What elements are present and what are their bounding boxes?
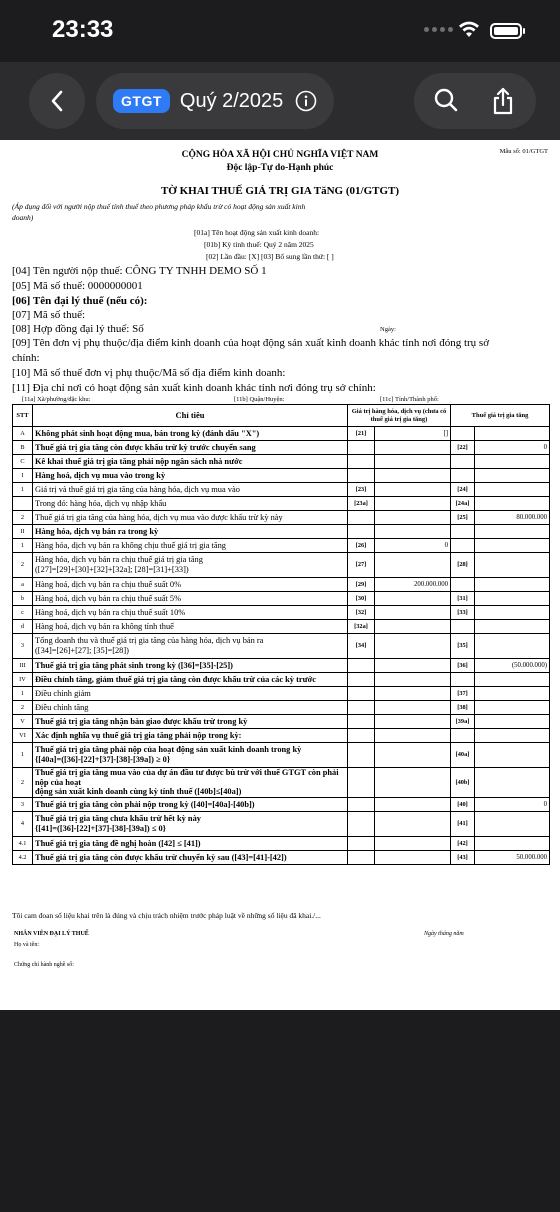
table-row (13, 511, 550, 525)
row-code-vat (451, 620, 475, 634)
row-value-goods (375, 687, 451, 701)
row-value-goods (375, 553, 451, 578)
row-description (33, 427, 348, 441)
row-stt: II (13, 525, 33, 539)
row-value-goods (375, 659, 451, 673)
field-09-line1: [09] Tên đơn vị phụ thuộc/địa điểm kinh doanh của hoạt động sản xuất kinh doanh khác tỉnh nơi đóng trụ sở (12, 337, 490, 349)
row-value-goods (375, 836, 451, 850)
row-description (33, 592, 348, 606)
row-value-goods (375, 811, 451, 836)
table-row (13, 729, 550, 743)
row-code-vat (451, 539, 475, 553)
row-value-vat (475, 743, 550, 768)
field-01a: [01a] Tên hoạt động sản xuất kinh doanh: (194, 228, 320, 237)
row-code-vat: [22] (451, 441, 475, 455)
header-vat: Thuế giá trị gia tăng (451, 405, 550, 427)
row-description (33, 687, 348, 701)
row-stt: I (13, 469, 33, 483)
row-code-vat (451, 455, 475, 469)
row-stt: 1 (13, 539, 33, 553)
row-stt: B (13, 441, 33, 455)
row-code-vat: [35] (451, 634, 475, 659)
table-row (13, 673, 550, 687)
field-11: [11] Địa chỉ nơi có hoạt động sản xuất kinh doanh khác tỉnh nơi đóng trụ sở chính: (12, 382, 376, 394)
field-02-03: [02] Lần đầu: [X] [03] Bổ sung lần thứ: [ ] (206, 252, 334, 261)
row-description-line1: Thuế giá trị gia tăng còn phải nộp trong kỳ ([40]=[40a]-[40b]) (35, 799, 255, 809)
row-description (33, 715, 348, 729)
table-row (13, 701, 550, 715)
field-08: [08] Hợp đồng đại lý thuế: Số (12, 323, 144, 335)
table-row (13, 743, 550, 768)
row-description-line1: Thuế giá trị gia tăng chưa khấu trừ hết kỳ này (35, 814, 201, 824)
table-row (13, 811, 550, 836)
tax-declaration-table (12, 404, 550, 865)
cellular-signal-icon (424, 27, 453, 32)
table-row (13, 850, 550, 864)
row-description-line1: Điều chỉnh giảm (35, 688, 91, 698)
row-code-vat (451, 578, 475, 592)
row-description-line2: động sản xuất kinh doanh cùng kỳ tính thuế ([40b]≤[40a]) (35, 787, 242, 797)
row-description-line1: Xác định nghĩa vụ thuế giá trị gia tăng phải nộp trong kỳ: (35, 730, 242, 740)
date-label: Ngày tháng năm (424, 931, 464, 937)
row-description-line1: Hàng hoá, dịch vụ bán ra chịu thuế suất 5% (35, 593, 182, 603)
row-description (33, 836, 348, 850)
share-icon[interactable] (490, 86, 516, 116)
row-code-vat: [37] (451, 687, 475, 701)
table-row (13, 539, 550, 553)
row-code-goods (348, 511, 375, 525)
row-description (33, 729, 348, 743)
certificate-label: Chứng chỉ hành nghề số: (14, 962, 74, 968)
row-description (33, 701, 348, 715)
row-description (33, 797, 348, 811)
name-label: Họ và tên: (14, 942, 39, 948)
field-11c: [11c] Tỉnh/Thành phố: (380, 396, 439, 403)
row-value-goods (375, 525, 451, 539)
table-row (13, 836, 550, 850)
row-description-line1: Hàng hoá, dịch vụ mua vào trong kỳ (35, 470, 166, 480)
row-code-goods (348, 659, 375, 673)
field-04: [04] Tên người nộp thuế: CÔNG TY TNHH DEMO SỐ 1 (12, 265, 267, 277)
row-description-line2: ([27]=[29]+[30]+[32]+[32a]; [28]=[31]+[33]) (35, 565, 189, 574)
row-stt (13, 497, 33, 511)
row-code-goods (348, 455, 375, 469)
table-row (13, 497, 550, 511)
table-row (13, 687, 550, 701)
row-value-vat (475, 687, 550, 701)
document-title-pill[interactable] (96, 73, 334, 129)
row-description-line1: Kê khai thuế giá trị gia tăng phải nộp ngân sách nhà nước (35, 456, 243, 466)
row-code-vat: [28] (451, 553, 475, 578)
row-value-vat: 0 (475, 797, 550, 811)
row-code-vat: [31] (451, 592, 475, 606)
table-row (13, 606, 550, 620)
row-stt: 4 (13, 811, 33, 836)
row-code-vat (451, 673, 475, 687)
status-bar (0, 0, 560, 62)
row-code-goods: [23] (348, 483, 375, 497)
row-stt: 1 (13, 483, 33, 497)
row-stt: C (13, 455, 33, 469)
row-value-goods (375, 511, 451, 525)
table-row (13, 634, 550, 659)
header-stt: STT (13, 405, 33, 427)
form-title: TỜ KHAI THUẾ GIÁ TRỊ GIA TăNG (01/GTGT) (160, 185, 400, 197)
row-code-vat (451, 525, 475, 539)
row-stt: 2 (13, 553, 33, 578)
row-description-line1: Hàng hoá, dịch vụ bán ra chịu thuế suất 10% (35, 607, 186, 617)
row-description-line1: Trong đó: hàng hóa, dịch vụ nhập khẩu (35, 498, 167, 508)
row-description (33, 539, 348, 553)
row-description-line1: Điều chỉnh tăng (35, 702, 89, 712)
row-stt: 3 (13, 634, 33, 659)
form-subtitle-line2: doanh) (12, 213, 34, 222)
row-value-goods: 200.000.000 (375, 578, 451, 592)
table-row (13, 578, 550, 592)
row-code-goods (348, 525, 375, 539)
row-description (33, 511, 348, 525)
row-value-goods (375, 729, 451, 743)
row-code-vat: [36] (451, 659, 475, 673)
table-row (13, 483, 550, 497)
table-row (13, 797, 550, 811)
row-value-vat (475, 606, 550, 620)
row-code-goods: [30] (348, 592, 375, 606)
table-row (13, 715, 550, 729)
agent-staff-label: NHÂN VIÊN ĐẠI LÝ THUẾ (14, 931, 89, 937)
declaration-statement: Tôi cam đoan số liệu khai trên là đúng và chịu trách nhiệm trước pháp luật về những số liệu đã khai./... (12, 911, 321, 920)
row-stt: c (13, 606, 33, 620)
row-code-vat: [24a] (451, 497, 475, 511)
field-11a: [11a] Xã/phường/đặc khu: (22, 396, 91, 403)
national-motto: Độc lập-Tự do-Hạnh phúc (226, 163, 334, 173)
row-stt: V (13, 715, 33, 729)
row-value-goods (375, 768, 451, 798)
row-code-vat: [41] (451, 811, 475, 836)
row-stt: A (13, 427, 33, 441)
row-description-line1: Hàng hóa, dịch vụ bán ra trong kỳ (35, 526, 159, 536)
table-row (13, 768, 550, 798)
row-code-vat: [40a] (451, 743, 475, 768)
row-value-vat (475, 427, 550, 441)
row-stt: 2 (13, 511, 33, 525)
row-description (33, 620, 348, 634)
navigation-bar (0, 62, 560, 140)
row-value-vat (475, 768, 550, 798)
row-value-goods (375, 673, 451, 687)
row-value-vat (475, 592, 550, 606)
wifi-icon (458, 20, 480, 38)
row-value-goods (375, 715, 451, 729)
row-value-vat (475, 455, 550, 469)
row-value-goods (375, 620, 451, 634)
row-code-goods (348, 743, 375, 768)
row-description (33, 606, 348, 620)
row-stt: b (13, 592, 33, 606)
row-code-vat: [43] (451, 850, 475, 864)
row-description (33, 497, 348, 511)
action-group (414, 73, 536, 129)
row-description (33, 483, 348, 497)
row-description-line2: {[40a]=([36]-[22]+[37]-[38]-[39a]) ≥ 0} (35, 755, 171, 764)
row-value-vat (475, 729, 550, 743)
row-value-vat (475, 497, 550, 511)
row-description (33, 441, 348, 455)
row-value-vat (475, 553, 550, 578)
row-code-goods (348, 729, 375, 743)
row-value-vat (475, 620, 550, 634)
row-description-line1: Tổng doanh thu và thuế giá trị gia tăng của hàng hóa, dịch vụ bán ra (35, 636, 264, 646)
row-value-vat: (50.000.000) (475, 659, 550, 673)
table-row (13, 469, 550, 483)
row-stt: III (13, 659, 33, 673)
row-code-goods (348, 673, 375, 687)
field-06: [06] Tên đại lý thuế (nếu có): (12, 295, 148, 307)
row-description-line1: Thuế giá trị gia tăng phải nộp của hoạt động sản xuất kinh doanh trong kỳ (35, 745, 302, 755)
table-row (13, 553, 550, 578)
row-value-vat (475, 634, 550, 659)
info-icon[interactable] (295, 90, 317, 112)
row-value-vat (475, 578, 550, 592)
row-stt: 1 (13, 687, 33, 701)
row-code-vat: [40] (451, 797, 475, 811)
table-body (13, 427, 550, 865)
field-07: [07] Mã số thuế: (12, 309, 86, 321)
row-description (33, 768, 348, 798)
row-value-goods (375, 850, 451, 864)
row-description-line1: Hàng hóa, dịch vụ bán ra không chịu thuế giá trị gia tăng (35, 540, 226, 550)
form-subtitle-line1: (Áp dụng đối với người nộp thuế tính thuế theo phương pháp khấu trừ có hoạt động sản xuất kinh (12, 202, 306, 211)
row-description-line1: Thuế giá trị gia tăng còn được khấu trừ kỳ trước chuyển sang (35, 442, 256, 452)
field-10: [10] Mã số thuế đơn vị phụ thuộc/Mã số địa điểm kinh doanh: (12, 367, 286, 379)
row-description (33, 525, 348, 539)
tax-type-badge: GTGT (113, 89, 170, 113)
row-code-goods (348, 715, 375, 729)
row-description-line1: Thuế giá trị gia tăng nhận bàn giao được khấu trừ trong kỳ (35, 716, 248, 726)
row-description-line1: Không phát sinh hoạt động mua, bán trong kỳ (đánh dấu "X") (35, 428, 260, 438)
row-code-vat (451, 729, 475, 743)
row-value-vat (475, 673, 550, 687)
row-code-goods: [29] (348, 578, 375, 592)
row-value-goods (375, 497, 451, 511)
row-value-vat: 0 (475, 441, 550, 455)
row-code-goods (348, 850, 375, 864)
row-value-goods: 0 (375, 539, 451, 553)
row-value-goods (375, 701, 451, 715)
row-code-vat (451, 427, 475, 441)
table-header-row (13, 405, 550, 427)
row-value-goods (375, 469, 451, 483)
row-code-goods: [27] (348, 553, 375, 578)
row-stt: d (13, 620, 33, 634)
row-value-vat (475, 836, 550, 850)
row-value-goods (375, 483, 451, 497)
header-goods-value: Giá trị hàng hóa, dịch vụ (chưa có thuế giá trị gia tăng) (348, 405, 451, 427)
field-01b: [01b] Kỳ tính thuế: Quý 2 năm 2025 (204, 240, 314, 249)
row-code-goods (348, 836, 375, 850)
row-code-vat: [39a] (451, 715, 475, 729)
row-description-line1: Thuế giá trị gia tăng còn được khấu trừ chuyển kỳ sau ([43]=[41]-[42]) (35, 852, 287, 862)
row-value-vat: 80.000.000 (475, 511, 550, 525)
row-description-line2: {[41]=([36]-[22]+[37]-[38]-[39a]) ≤ 0} (35, 823, 166, 833)
row-code-goods: [26] (348, 539, 375, 553)
row-stt: IV (13, 673, 33, 687)
row-stt: VI (13, 729, 33, 743)
row-description (33, 743, 348, 768)
field-05: [05] Mã số thuế: 0000000001 (12, 280, 143, 292)
row-value-goods (375, 606, 451, 620)
row-stt: a (13, 578, 33, 592)
row-value-vat (475, 715, 550, 729)
row-code-goods (348, 469, 375, 483)
battery-icon (490, 23, 522, 39)
header-chi-tieu: Chỉ tiêu (33, 405, 348, 427)
row-description-line1: Giá trị và thuế giá trị gia tăng của hàng hóa, dịch vụ mua vào (35, 484, 240, 494)
national-title: CỘNG HÒA XÃ HỘI CHỦ NGHĨA VIỆT NAM (181, 150, 379, 160)
row-description (33, 850, 348, 864)
row-stt: 2 (13, 768, 33, 798)
row-value-vat (475, 483, 550, 497)
table-row (13, 427, 550, 441)
row-value-goods (375, 455, 451, 469)
viewer-background (0, 1010, 560, 1212)
row-code-vat: [40b] (451, 768, 475, 798)
row-code-goods: [23a] (348, 497, 375, 511)
row-code-goods: [21] (348, 427, 375, 441)
row-value-vat: 50.000.000 (475, 850, 550, 864)
row-description-line1: Hàng hóa, dịch vụ bán ra chịu thuế giá trị gia tăng (35, 555, 203, 565)
row-description-line1: Điều chỉnh tăng, giảm thuế giá trị gia tăng còn được khấu trừ của các kỳ trước (35, 674, 316, 684)
row-code-goods (348, 441, 375, 455)
row-code-goods (348, 701, 375, 715)
row-description-line1: Thuế giá trị gia tăng của hàng hóa, dịch vụ mua vào được khấu trừ kỳ này (35, 512, 283, 522)
row-value-goods (375, 634, 451, 659)
row-description-line2: ([34]=[26]+[27]; [35]=[28]) (35, 646, 129, 655)
row-code-goods (348, 687, 375, 701)
row-code-goods: [32a] (348, 620, 375, 634)
row-description-line1: Hàng hoá, dịch vụ bán ra chịu thuế suất 0% (35, 579, 182, 589)
row-code-vat: [33] (451, 606, 475, 620)
row-code-goods (348, 768, 375, 798)
row-value-vat (475, 525, 550, 539)
row-code-goods: [32] (348, 606, 375, 620)
field-09-line2: chính: (12, 352, 40, 364)
row-description-line1: Thuế giá trị gia tăng đề nghị hoàn ([42] ≤ [41]) (35, 838, 201, 848)
period-title: Quý 2/2025 (179, 89, 284, 112)
row-code-vat: [25] (451, 511, 475, 525)
row-code-goods: [34] (348, 634, 375, 659)
row-value-vat (475, 539, 550, 553)
table-row (13, 455, 550, 469)
row-value-vat (475, 469, 550, 483)
row-stt: 1 (13, 743, 33, 768)
row-description-line1: Thuế giá trị gia tăng mua vào của dự án đầu tư được bù trừ với thuế GTGT còn phải nộp của hoạt (35, 768, 339, 787)
table-row (13, 441, 550, 455)
row-description (33, 811, 348, 836)
row-description (33, 634, 348, 659)
table-row (13, 525, 550, 539)
row-description-line1: Thuế giá trị gia tăng phát sinh trong kỳ ([36]=[35]-[25]) (35, 660, 233, 670)
row-code-goods (348, 797, 375, 811)
field-11b: [11b] Quận/Huyện: (234, 396, 285, 403)
row-description (33, 659, 348, 673)
field-08-date: Ngày: (380, 326, 396, 333)
document-page (0, 140, 560, 1010)
row-value-goods (375, 592, 451, 606)
chevron-left-icon (50, 90, 64, 112)
status-time: 23:33 (52, 16, 114, 43)
table-row (13, 592, 550, 606)
row-stt: 4.2 (13, 850, 33, 864)
row-value-goods (375, 441, 451, 455)
row-description-line1: Hàng hoá, dịch vụ bán ra không tính thuế (35, 621, 174, 631)
row-code-vat: [24] (451, 483, 475, 497)
row-description (33, 469, 348, 483)
row-value-goods (375, 743, 451, 768)
row-stt: 4.1 (13, 836, 33, 850)
row-code-vat: [38] (451, 701, 475, 715)
row-description (33, 455, 348, 469)
row-value-goods: [] (375, 427, 451, 441)
row-value-goods (375, 797, 451, 811)
row-description (33, 578, 348, 592)
row-code-vat: [42] (451, 836, 475, 850)
row-description (33, 673, 348, 687)
table-row (13, 659, 550, 673)
form-number: Mẫu số: 01/GTGT (499, 148, 548, 155)
row-stt: 2 (13, 701, 33, 715)
row-stt: 3 (13, 797, 33, 811)
row-code-vat (451, 469, 475, 483)
back-button[interactable] (29, 73, 85, 129)
table-row (13, 620, 550, 634)
row-value-vat (475, 811, 550, 836)
search-icon[interactable] (432, 86, 460, 114)
row-value-vat (475, 701, 550, 715)
row-code-goods (348, 811, 375, 836)
row-description (33, 553, 348, 578)
